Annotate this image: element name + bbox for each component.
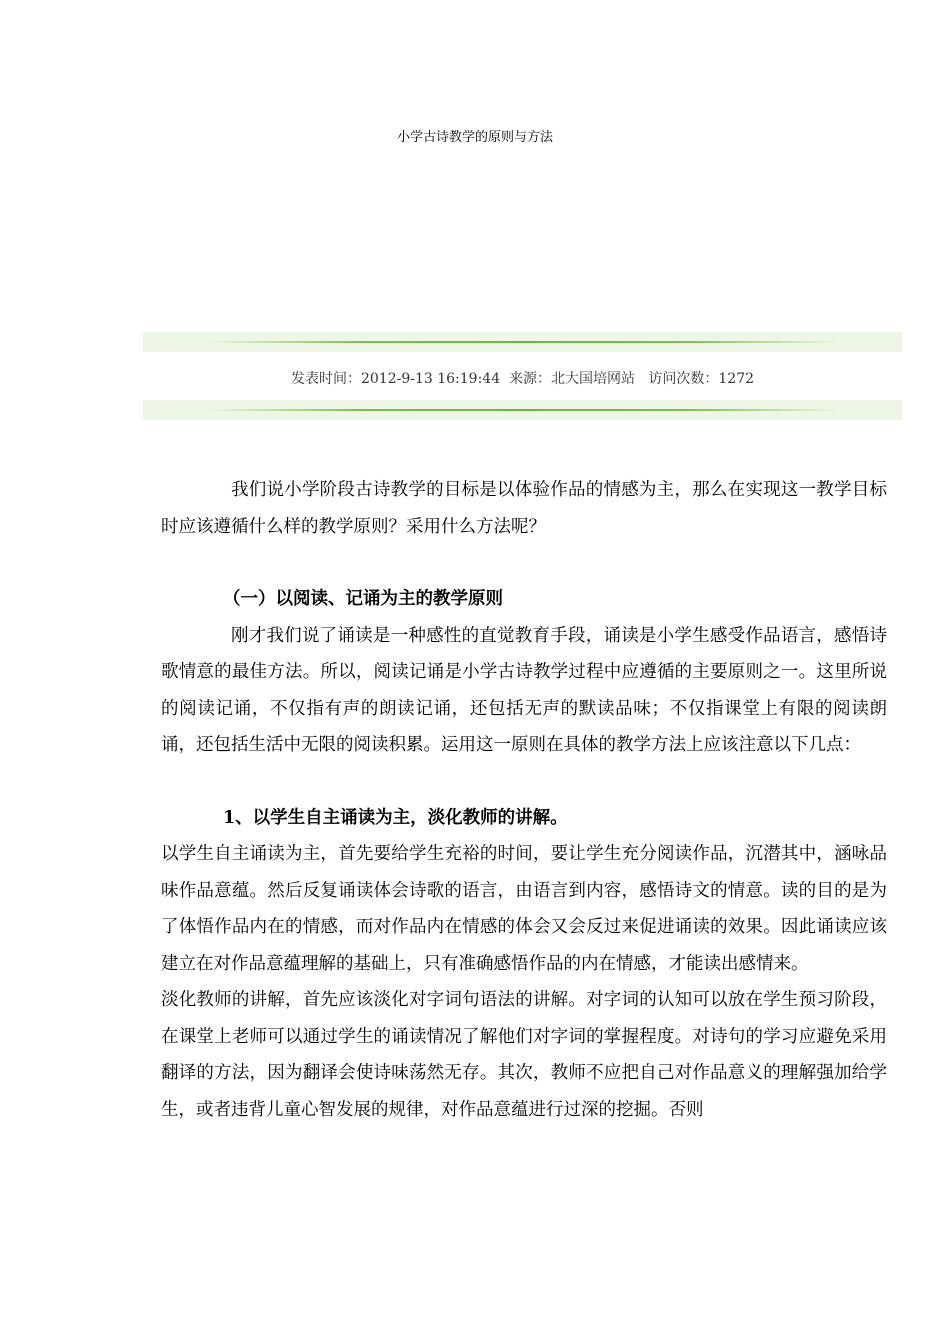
article-meta bbox=[143, 368, 902, 390]
divider-line bbox=[203, 341, 842, 343]
decorative-divider-bottom bbox=[143, 400, 902, 420]
point-paragraph-2: 淡化教师的讲解，首先应该淡化对字词句语法的讲解。对字词的认知可以放在学生预习阶段，在课堂上老师可以通过学生的诵读情况了解他们对字词的掌握程度。对诗句的学习应避免采用翻译的方法，因为翻译会使诗味荡然无存。其次，教师不应把自己对作品意义的理解强加给学生，或者违背儿童心智发展的规律，对作品意蕴进行过深的挖掘。否则 bbox=[161, 990, 887, 1120]
source-name: 北大国培网站 bbox=[551, 371, 636, 387]
section-heading: （一）以阅读、记诵为主的教学原则 bbox=[223, 589, 503, 609]
publish-label: 发表时间： bbox=[290, 371, 361, 387]
visits-label: 访问次数： bbox=[648, 371, 719, 387]
intro-paragraph: 我们说小学阶段古诗教学的目标是以体验作品的情感为主，那么在实现这一教学目标时应该遵循什么样的教学原则？采用什么方法呢？ bbox=[161, 480, 887, 537]
divider-line bbox=[203, 409, 842, 411]
publish-time: 2012-9-13 16:19:44 bbox=[360, 371, 501, 387]
point-paragraph-1: 以学生自主诵读为主，首先要给学生充裕的时间，要让学生充分阅读作品，沉潜其中，涵咏品味作品意蕴。然后反复诵读体会诗歌的语言，由语言到内容，感悟诗文的情意。读的目的是为了体悟作品内在的情感，而对作品内在情感的体会又会反过来促进诵读的效果。因此诵读应该建立在对作品意蕴理解的基础上，只有准确感悟作品的内在情感，才能读出感情来。 bbox=[161, 844, 887, 974]
page-title: 小学古诗教学的原则与方法 bbox=[396, 130, 553, 145]
section-paragraph: 刚才我们说了诵读是一种感性的直觉教育手段，诵读是小学生感受作品语言，感悟诗歌情意的最佳方法。所以，阅读记诵是小学古诗教学过程中应遵循的主要原则之一。这里所说的阅读记诵，不仅指有声的朗读记诵，还包括无声的默读品味；不仅指课堂上有限的阅读朗诵，还包括生活中无限的阅读积累。运用这一原则在具体的教学方法上应该注意以下几点： bbox=[161, 625, 887, 755]
visits-count: 1272 bbox=[718, 371, 755, 387]
article-body bbox=[161, 472, 887, 1128]
source-label: 来源： bbox=[509, 371, 552, 387]
decorative-divider-top bbox=[143, 332, 902, 352]
point-heading: 1、以学生自主诵读为主，淡化教师的讲解。 bbox=[223, 807, 568, 828]
